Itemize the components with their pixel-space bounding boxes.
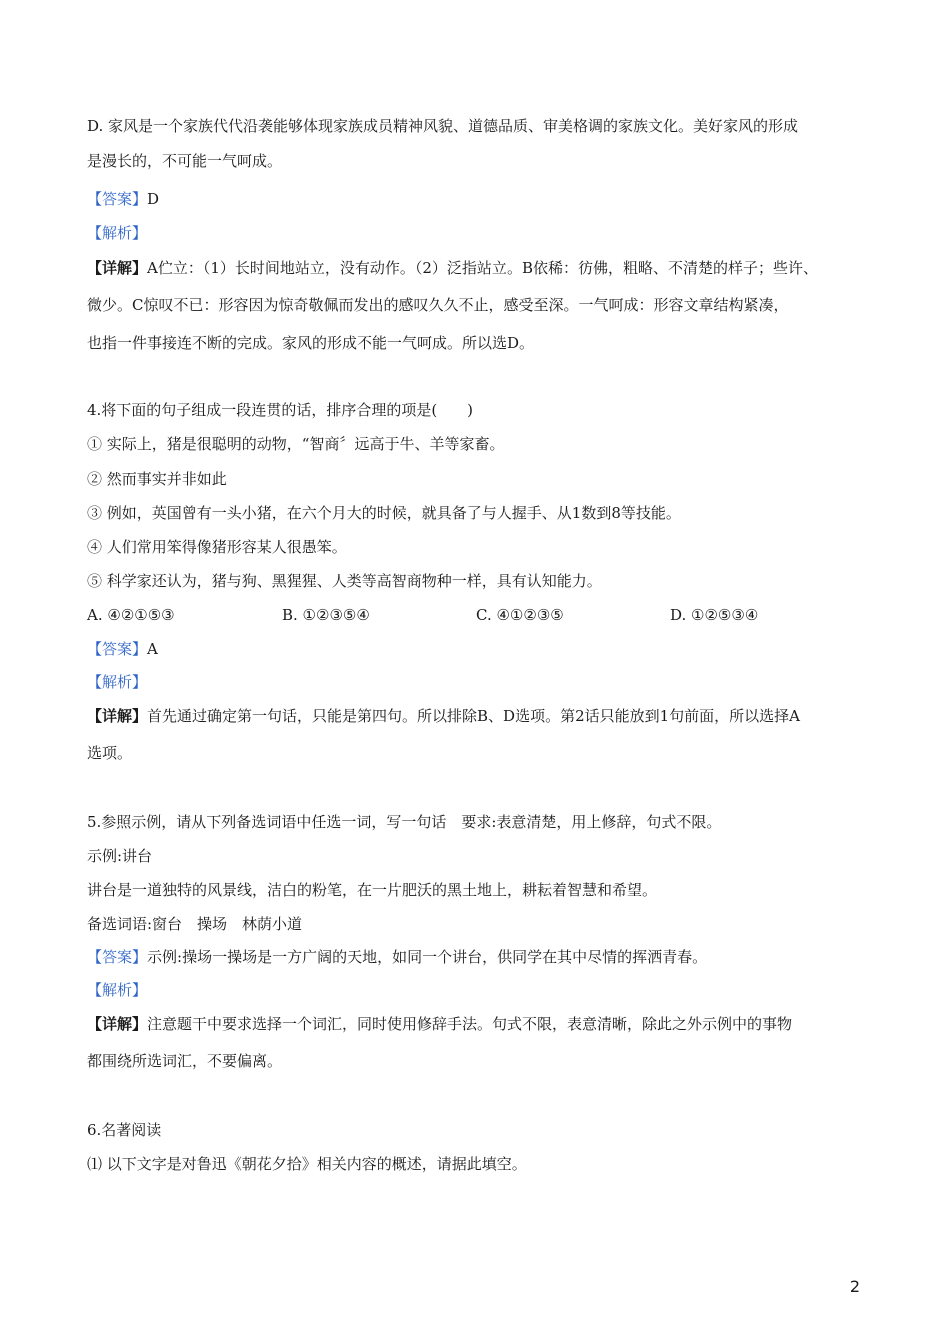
q4-option-a: A. ④②①⑤③ bbox=[87, 606, 175, 624]
q4-detail-line1 bbox=[87, 705, 800, 727]
q6-sub1: ⑴ 以下文字是对鲁迅《朝花夕拾》相关内容的概述，请据此填空。 bbox=[87, 1155, 527, 1173]
detail-text: 首先通过确定第一句话，只能是第四句。所以排除B、D选项。第2话只能放到1句前面，所以选择A bbox=[147, 707, 800, 725]
answer-tag: 【答案】 bbox=[87, 948, 148, 966]
q4-sentence-5: ⑤ 科学家还认为，猪与狗、黑猩猩、人类等高智商物种一样，具有认知能力。 bbox=[87, 572, 602, 590]
answer-value: A bbox=[147, 640, 158, 658]
q4-option-b: B. ①②③⑤④ bbox=[282, 606, 370, 624]
detail-tag: 【详解】 bbox=[87, 1015, 148, 1033]
answer-value: 示例:操场一操场是一方广阔的天地，如同一个讲台，供同学在其中尽情的挥洒青春。 bbox=[147, 948, 708, 966]
q3-detail-line3: 也指一件事接连不断的完成。家风的形成不能一气呵成。所以选D。 bbox=[87, 334, 535, 352]
detail-tag: 【详解】 bbox=[87, 259, 148, 277]
q3-analysis-tag: 【解析】 bbox=[87, 224, 148, 242]
q3-detail-line2: 微少。C惊叹不已：形容因为惊奇敬佩而发出的感叹久久不止，感受至深。一气呵成：形容文章结构紧凑， bbox=[87, 296, 789, 314]
q4-answer bbox=[87, 638, 158, 660]
q5-detail-line1 bbox=[87, 1013, 792, 1035]
q4-sentence-1: ① 实际上，猪是很聪明的动物，“智商〞远高于牛、羊等家畜。 bbox=[87, 435, 505, 453]
answer-tag: 【答案】 bbox=[87, 190, 148, 208]
q3-option-d-line1: D. 家风是一个家族代代沿袭能够体现家族成员精神风貌、道德品质、审美格调的家族文化。美好家风的形成 bbox=[87, 117, 799, 135]
q3-option-d-line2: 是漫长的，不可能一气呵成。 bbox=[87, 152, 283, 170]
page-number: 2 bbox=[849, 1277, 860, 1296]
q5-example-text: 讲台是一道独特的风景线，洁白的粉笔，在一片肥沃的黑土地上，耕耘着智慧和希望。 bbox=[87, 881, 658, 899]
q4-detail-line2: 选项。 bbox=[87, 744, 133, 762]
q4-option-c: C. ④①②③⑤ bbox=[476, 606, 564, 624]
q5-candidates: 备选词语:窗台 操场 林荫小道 bbox=[87, 915, 303, 933]
q4-sentence-4: ④ 人们常用笨得像猪形容某人很愚笨。 bbox=[87, 538, 347, 556]
detail-tag: 【详解】 bbox=[87, 707, 148, 725]
answer-value: D bbox=[147, 190, 160, 208]
answer-tag: 【答案】 bbox=[87, 640, 148, 658]
q5-analysis-tag: 【解析】 bbox=[87, 981, 148, 999]
detail-text: 注意题干中要求选择一个词汇，同时使用修辞手法。句式不限，表意清晰，除此之外示例中的事物 bbox=[147, 1015, 793, 1033]
detail-text: A伫立：（1）长时间地站立，没有动作。（2）泛指站立。B依稀：彷佛，粗略、不清楚的样子；些许、 bbox=[147, 259, 818, 277]
q4-analysis-tag: 【解析】 bbox=[87, 673, 148, 691]
q5-example-label: 示例:讲台 bbox=[87, 847, 153, 865]
q4-sentence-3: ③ 例如，英国曾有一头小猪，在六个月大的时候，就具备了与人握手、从1数到8等技能。 bbox=[87, 504, 681, 522]
q5-stem: 5.参照示例，请从下列备选词语中任选一词，写一句话 要求:表意清楚，用上修辞，句式不限。 bbox=[87, 813, 722, 831]
q6-stem: 6.名著阅读 bbox=[87, 1121, 162, 1139]
q4-stem: 4.将下面的句子组成一段连贯的话，排序合理的项是( ) bbox=[87, 401, 474, 419]
q4-sentence-2: ② 然而事实并非如此 bbox=[87, 470, 227, 488]
q3-answer bbox=[87, 188, 159, 210]
q5-answer bbox=[87, 946, 707, 968]
q5-detail-line2: 都围绕所选词汇，不要偏离。 bbox=[87, 1052, 283, 1070]
q3-detail-line1 bbox=[87, 257, 818, 279]
q4-option-d: D. ①②⑤③④ bbox=[670, 606, 759, 624]
